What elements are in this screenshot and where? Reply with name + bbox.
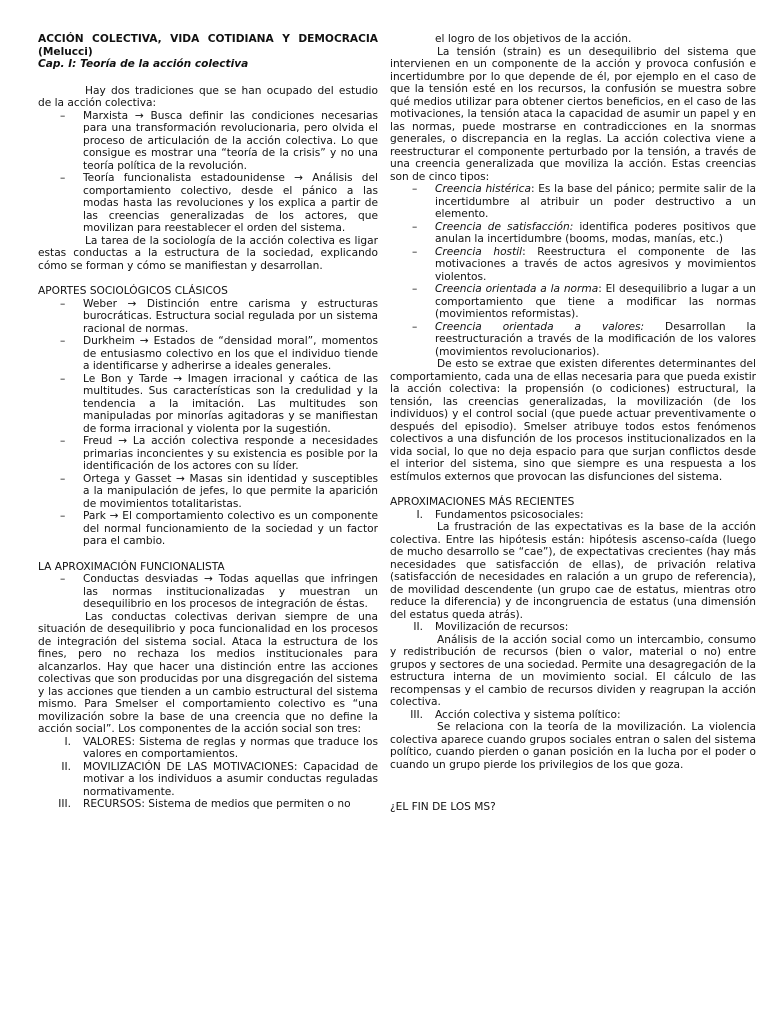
belief-name: Creencia de satisfacción: bbox=[435, 220, 574, 233]
chapter-heading: Cap. I: Teoría de la acción colectiva bbox=[38, 58, 249, 70]
functionalist-heading: LA APROXIMACIÓN FUNCIONALISTA bbox=[38, 560, 225, 573]
belief-name: Creencia orientada a la norma bbox=[435, 283, 599, 295]
end-heading: ¿EL FIN DE LOS MS? bbox=[390, 801, 496, 813]
determinants-paragraph: De esto se extrae que existen diferentes determinantes del comportamiento, cada una de ellas necesaria para que pueda existir la acción colectiva: la propensión (o codiciones) estructural, la tensión, las creencias generalizadas, la movilización (de los individuos) y el control social (que puede actuar preventivamente o después del episodio). Smelser atribuye todos estos fenómenos colectivos a una disfunción de los procesos institucionalizados en la vida social, lo que no deja espacio para que surjan conflictos desde el interior del sistema, sino que siempre es una respuesta a los estímulos externos que provocan las disfunciones del sistema. bbox=[390, 358, 756, 483]
list-number: III. bbox=[58, 798, 71, 810]
recent-paragraph: Análisis de la acción social como un intercambio, consumo y redistribución de recursos (bien o valor, material o no) entre grupos y sectores de una sociedad. Permite una desagregación de la estructura interna de un movimiento social. El cálculo de las recompensas y el cambio de recursos dividen y reagrupan la acción colectiva. bbox=[390, 633, 756, 708]
list-number: I. bbox=[64, 735, 71, 748]
list-item bbox=[38, 761, 378, 799]
continuation-line: el logro de los objetivos de la acción. bbox=[435, 33, 632, 45]
list-number: III. bbox=[410, 708, 423, 721]
recent-paragraph: Se relaciona con la teoría de la movilización. La violencia colectiva aparece cuando grupos sociales entran o salen del sistema político, cuando pierden o ganan posición en la lucha por el poder o cuando un grupo pierde los privilegios de los que goza. bbox=[390, 721, 756, 771]
recent-list bbox=[390, 509, 756, 522]
task-paragraph: La tarea de la sociología de la acción colectiva es ligar estas conductas a la estructura de la sociedad, explicando cómo se forman y cómo se manifiestan y desarrollan. bbox=[38, 234, 378, 272]
belief-name: Creencia histérica bbox=[435, 183, 531, 195]
list-item: – Ortega y Gasset → Masas sin identidad y susceptibles a la manipulación de jefes, lo que permite la aparición de movimientos totalitaristas. bbox=[38, 473, 378, 511]
list-item: – Park → El comportamiento colectivo es un componente del normal funcionamiento de la sociedad y un factor para el cambio. bbox=[38, 510, 378, 548]
traditions-list bbox=[38, 110, 378, 235]
list-item bbox=[390, 709, 756, 722]
list-item: – Weber → Distinción entre carisma y estructuras burocráticas. Estructura social regulada por un sistema racional de normas. bbox=[38, 298, 378, 336]
recent-list-2 bbox=[390, 621, 756, 634]
classics-heading: APORTES SOCIOLÓGICOS CLÁSICOS bbox=[38, 285, 228, 297]
left-column bbox=[38, 33, 378, 811]
list-item bbox=[390, 221, 756, 246]
document-title: ACCIÓN COLECTIVA, VIDA COTIDIANA Y DEMOCRACIA (Melucci) bbox=[38, 33, 378, 58]
list-item bbox=[38, 798, 378, 811]
belief-text: : Es la base del pánico; permite salir de la incertidumbre al atribuir un poder destructivo a un elemento. bbox=[435, 183, 756, 220]
recent-paragraph: La frustración de las expectativas es la base de la acción colectiva. Entre las hipótesis están: hipótesis ascenso-caída (luego de mucho desarrollo se “cae”), de expectativas crecientes (hay más necesidades que satisfacción de ellas), de privación relativa (satisfacción de necesidades en ralación a un grupo de referencia), de movilidad descendente (un grupo cae de estatus, mientras otro reduce la diferencia) y de incongruencia de estatus (una dimensión del estatus queda atrás). bbox=[390, 521, 756, 621]
list-item: – Durkheim → Estados de “densidad moral”, momentos de entusiasmo colectivo en los que el individuo tiende a identificarse y adherirse a ideales generales. bbox=[38, 335, 378, 373]
right-column bbox=[390, 33, 756, 814]
list-title: Movilización de recursos: bbox=[435, 621, 569, 633]
belief-name: Creencia orientada a valores: bbox=[435, 320, 645, 333]
list-item bbox=[390, 283, 756, 321]
list-item: – Conductas desviadas → Todas aquellas que infringen las normas institucionalizadas y muestran un desequilibrio en los procesos de integración de éstas. bbox=[38, 573, 378, 611]
functionalist-paragraph: Las conductas colectivas derivan siempre de una situación de desequilibrio y poca funcionalidad en los procesos de integración del sistema social. Ataca la estructura de los fines, pero no rechaza los medios institucionales para alcanzarlos. Hay que hacer una distinción entre las acciones colectivas que son producidas por una disgregación del sistema y las acciones que tienden a un cambio estructural del sistema mismo. Para Smelser el comportamiento colectivo es “una movilización sobre la base de una creencia que no define la acción social”. Los componentes de la acción social son tres: bbox=[38, 610, 378, 735]
belief-text: Desarrollan la reestructuración a través de la modificación de los valores (movimientos revolucionarios). bbox=[435, 320, 756, 358]
recent-heading: APROXIMACIONES MÁS RECIENTES bbox=[390, 496, 575, 508]
list-item bbox=[390, 321, 756, 359]
list-text: VALORES: Sistema de reglas y normas que traduce los valores en comportamientos. bbox=[83, 735, 378, 760]
belief-text: : El desequilibrio a lugar a un comportamiento que tiene a modificar las normas (movimientos reformistas). bbox=[435, 283, 756, 320]
list-item bbox=[390, 621, 756, 634]
classics-list bbox=[38, 298, 378, 548]
components-list bbox=[38, 736, 378, 811]
list-item bbox=[390, 183, 756, 221]
list-text: RECURSOS: Sistema de medios que permiten o no bbox=[83, 798, 351, 810]
belief-text: : Reestructura el componente de las motivaciones a través de actos agresivos y movimientos violentos. bbox=[435, 245, 756, 283]
belief-text: identifica poderes positivos que anulan la incertidumbre (booms, modas, manías, etc.) bbox=[435, 220, 756, 245]
list-number: I. bbox=[416, 508, 423, 521]
list-item bbox=[390, 246, 756, 284]
list-item: – Le Bon y Tarde → Imagen irracional y caótica de las multitudes. Sus características son la credulidad y la tendencia a la imitación. Las multitudes son manipuladas por minorías agitadoras y se manifiestan de forma irracional y violenta por la sugestión. bbox=[38, 373, 378, 436]
list-item: – Marxista → Busca definir las condiciones necesarias para una transformación revolucionaria, pero olvida el proceso de articulación de la acción colectiva. Lo que consigue es mostrar una “teoría de la crisis” y no una teoría política de la revolución. bbox=[38, 110, 378, 173]
list-item bbox=[38, 736, 378, 761]
list-title: Acción colectiva y sistema político: bbox=[435, 708, 621, 721]
tension-paragraph: La tensión (strain) es un desequilibrio del sistema que intervienen en un componente de la acción y provoca confusión e incertidumbre por lo que depende de él, por ejemplo en el caso de que la tensión esté en los recursos, la confusión se muestra sobre qué medios utilizar para obtener ciertos beneficios, en el caso de las motivaciones, la tensión ataca la capacidad de asumir un papel y en las normas, puede mostrarse en contradicciones en la snormas generales, o discrepancia en la reglas. La acción colectiva viene a reestructurar el componente perturbado por la tensión, a través de una creencia generalizada que moviliza la acción. Estas creencias son de cinco tipos: bbox=[390, 45, 756, 183]
beliefs-list bbox=[390, 183, 756, 358]
list-number: II. bbox=[413, 621, 423, 633]
list-item: – Teoría funcionalista estadounidense → Análisis del comportamiento colectivo, desde el pánico a las modas hasta las revoluciones y los explica a partir de las creencias generalizadas de los actores, que movilizan para reestablecer el orden del sistema. bbox=[38, 172, 378, 235]
list-text: MOVILIZACIÓN DE LAS MOTIVACIONES: Capacidad de motivar a los individuos a asumir conductas reguladas normativamente. bbox=[83, 760, 378, 798]
list-title: Fundamentos psicosociales: bbox=[435, 508, 584, 521]
list-item: – Freud → La acción colectiva responde a necesidades primarias inconcientes y su existencia es posible por la identificación de los actores con su líder. bbox=[38, 435, 378, 473]
list-item bbox=[390, 509, 756, 522]
belief-name: Creencia hostil bbox=[435, 245, 523, 258]
functionalist-list bbox=[38, 573, 378, 611]
list-number: II. bbox=[61, 760, 71, 773]
recent-list-3 bbox=[390, 709, 756, 722]
intro-paragraph: Hay dos tradiciones que se han ocupado del estudio de la acción colectiva: bbox=[38, 84, 378, 109]
